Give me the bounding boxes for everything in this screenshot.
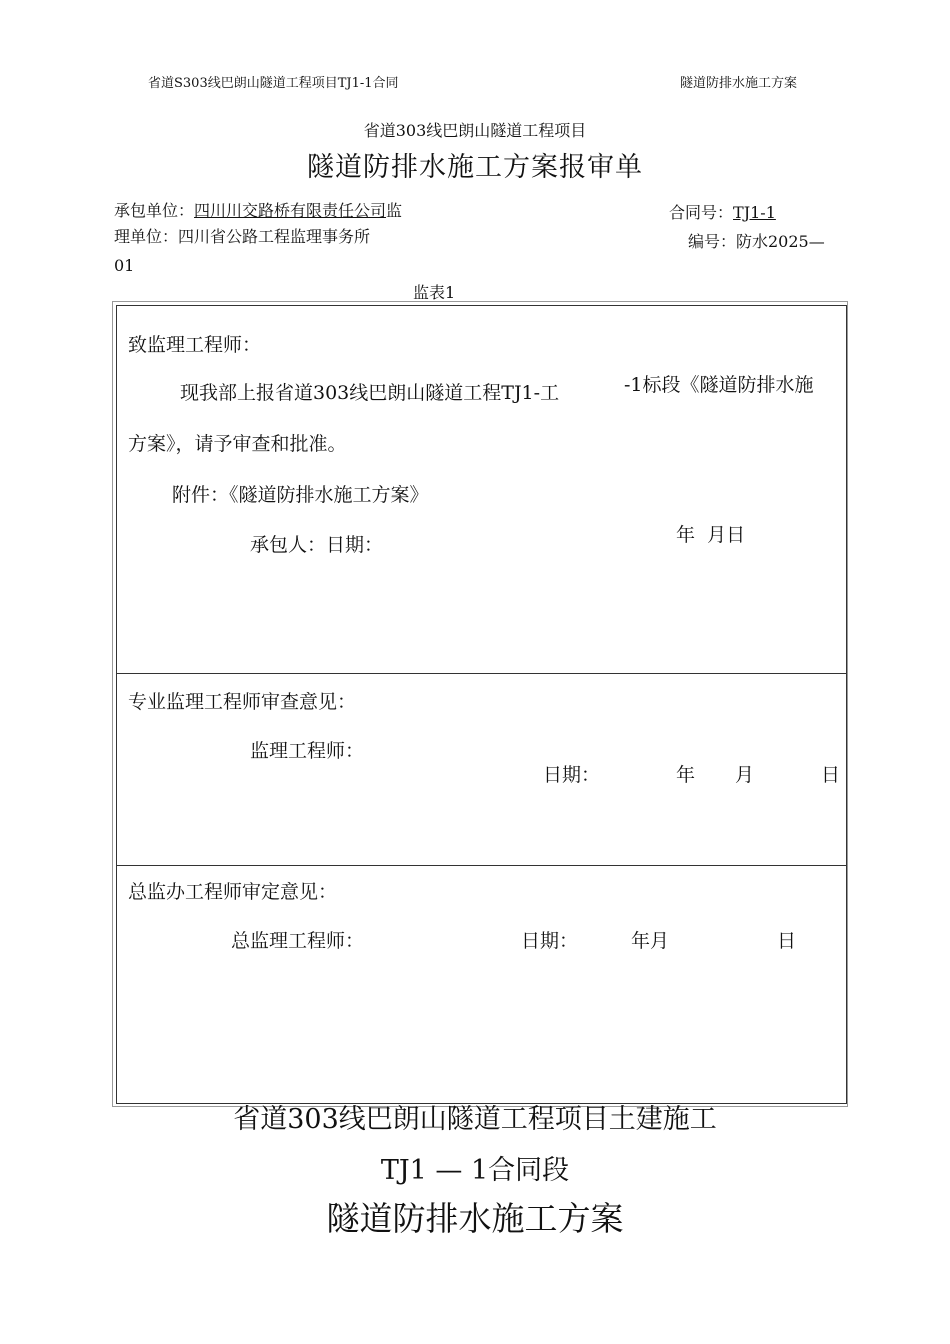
form-title: 隧道防排水施工方案报审单: [307, 152, 643, 183]
contract-number-label: 合同号：: [669, 203, 734, 222]
approval-date-label: 日期：: [521, 930, 579, 952]
contract-number-value: TJ1-1: [733, 203, 776, 222]
row-divider-2: [116, 865, 847, 866]
approval-opinion-heading: 总监办工程师审定意见：: [128, 881, 338, 903]
submission-text-line1: 现我部上报省道303线巴朗山隧道工程TJ1-工: [180, 382, 560, 404]
contract-number: [669, 200, 776, 223]
supervisor-line: 理单位：四川省公路工程监理事务所: [114, 227, 371, 246]
running-header-right: 隧道防排水施工方案: [680, 76, 798, 91]
contractor-line: [114, 198, 402, 221]
submission-text-line2: 方案》，请予审查和批准。: [128, 433, 347, 455]
review-date-day: 日: [821, 764, 841, 786]
running-header-left: 省道S303线巴朗山隧道工程项目TJ1-1合同: [148, 76, 399, 91]
form-subtitle: 省道303线巴朗山隧道工程项目: [363, 121, 587, 140]
cover-title: 隧道防排水施工方案: [326, 1199, 624, 1238]
chief-engineer-signature: 总监理工程师：: [231, 930, 365, 952]
contractor-label: 承包单位：: [114, 201, 195, 220]
submission-text-line1-right: -1标段《隧道防排水施: [624, 374, 814, 396]
attachment-line: 附件：《隧道防排水施工方案》: [172, 484, 429, 506]
serial-number-tail: 01: [114, 256, 135, 275]
form-code: 监表1: [413, 283, 456, 302]
approval-date-day: 日: [777, 930, 797, 952]
supervising-engineer-signature: 监理工程师：: [250, 740, 365, 762]
addressee: 致监理工程师：: [128, 334, 262, 356]
review-date-label: 日期：: [543, 764, 601, 786]
cover-contract-line: TJ1 — 1合同段: [380, 1155, 570, 1186]
serial-number: 编号：防水2025—: [688, 232, 825, 251]
row-divider-1: [116, 673, 847, 674]
contractor-tail: 监: [386, 201, 403, 220]
cover-project-line: 省道303线巴朗山隧道工程项目土建施工: [233, 1104, 717, 1135]
contractor-value: 四川川交路桥有限责任公司: [194, 201, 387, 220]
approval-date-year-month: 年月: [631, 930, 670, 952]
review-date-month: 月: [735, 764, 755, 786]
review-opinion-heading: 专业监理工程师审查意见：: [128, 691, 357, 713]
review-date-year: 年: [676, 764, 696, 786]
contractor-signature: 承包人：日期：: [250, 534, 384, 556]
contractor-date: 年 月日: [676, 524, 746, 546]
